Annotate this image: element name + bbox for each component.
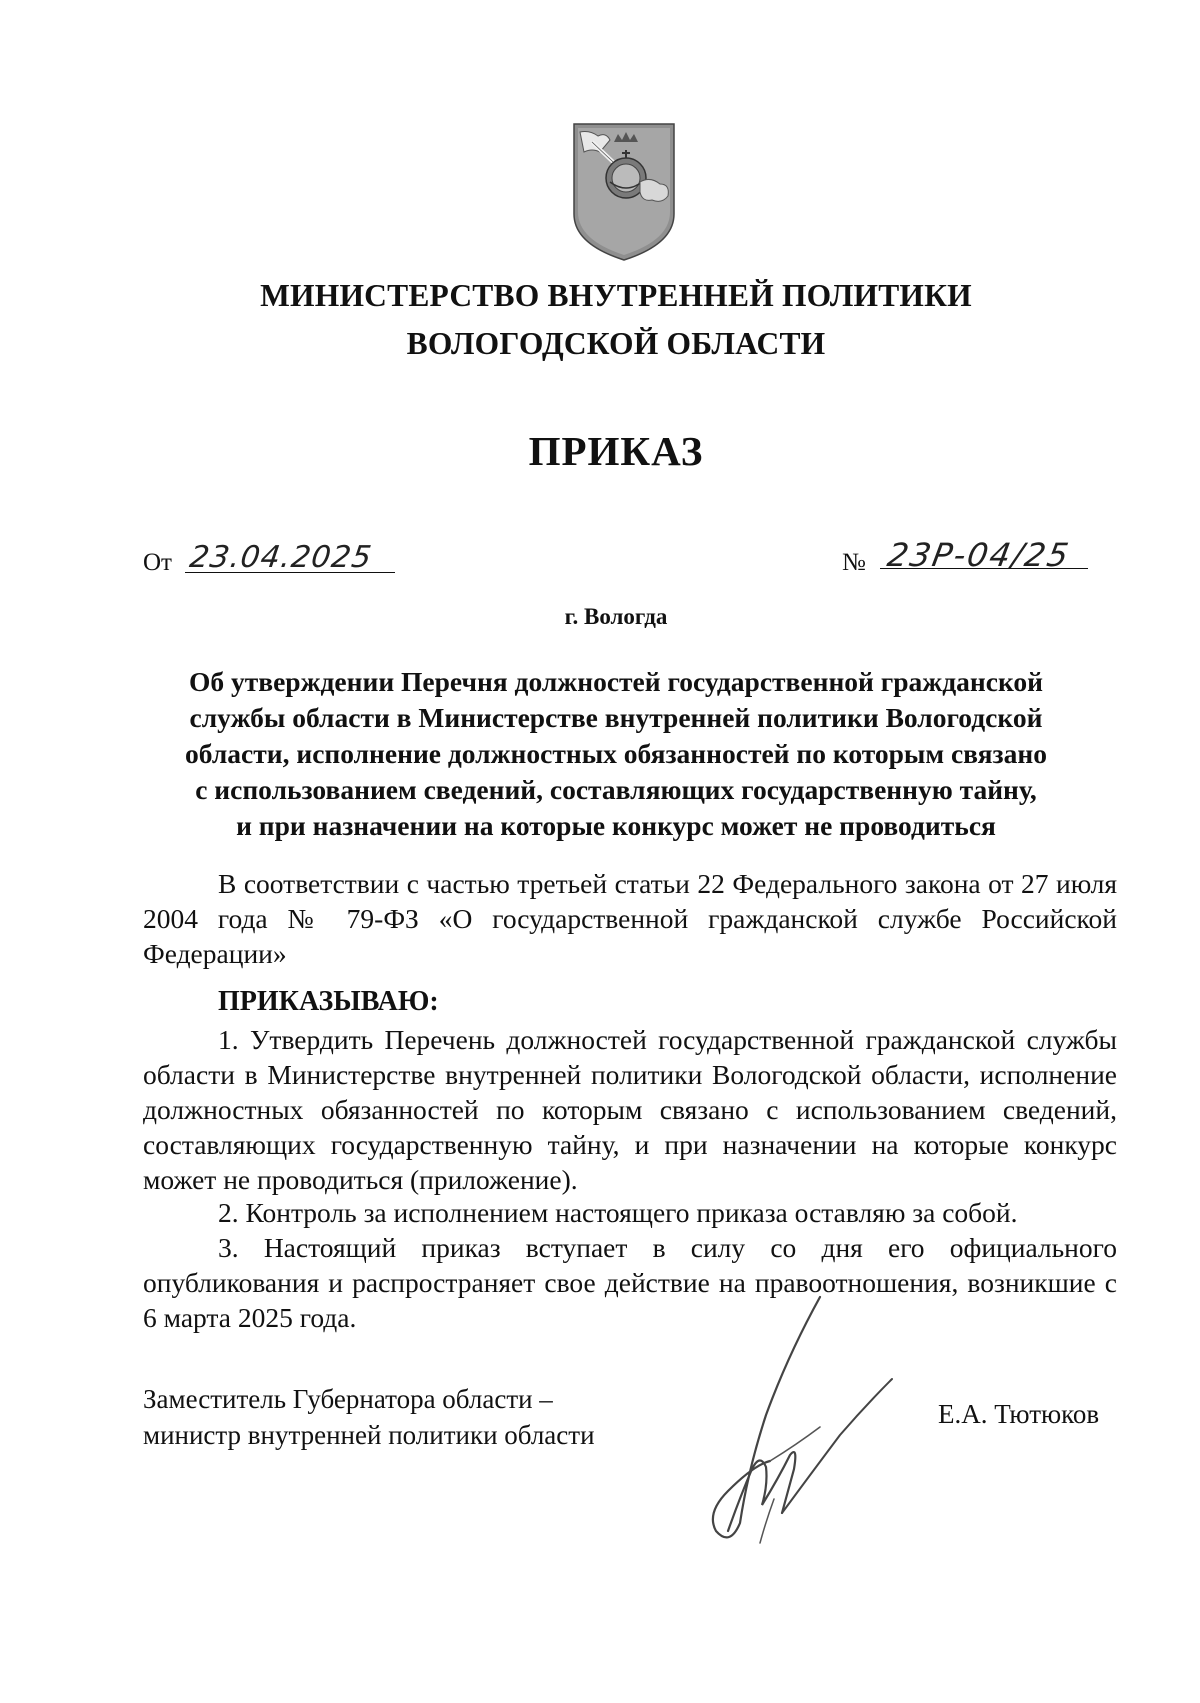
order-item-1: 1. Утвердить Перечень должностей государственной гражданской службы области в Министерстве внутренней политики Вологодской области, исполнение должностных обязанностей по которым связано с использованием сведений, составляющих государственную тайну, и при назначении на которые конкурс может не проводиться (приложение).: [143, 1024, 1117, 1195]
date-value-handwritten: 23.04.2025: [187, 540, 375, 575]
title-line: Об утверждении Перечня должностей государственной гражданской: [188, 666, 1044, 697]
order-item-3: 3. Настоящий приказ вступает в силу со дня его официального опубликования и распространяет свое действие на правоотношения, возникшие с 6 марта 2025 года.: [143, 1232, 1117, 1333]
date-underline: [185, 572, 395, 573]
city-name: г. Вологда: [564, 604, 668, 629]
handwritten-signature: [670, 1285, 900, 1555]
signatory-position: [143, 1381, 595, 1453]
document-type-heading: ПРИКАЗ: [528, 428, 704, 474]
title-line: и при назначении на которые конкурс может не проводиться: [236, 810, 996, 841]
signatory-position-line-1: Заместитель Губернатора области –: [143, 1384, 553, 1414]
title-line: с использованием сведений, составляющих государственную тайну,: [195, 774, 1037, 805]
number-value-handwritten: 23Р-04/25: [884, 536, 1074, 574]
organization-name: [0, 272, 1200, 368]
organization-name-line-2: ВОЛОГОДСКОЙ ОБЛАСТИ: [406, 326, 826, 361]
legal-basis-paragraph: В соответствии с частью третьей статьи 22 Федерального закона от 27 июля 2004 года № 79-ФЗ «О государственной гражданской службе Российской Федерации»: [143, 868, 1117, 969]
order-keyword: ПРИКАЗЫВАЮ:: [218, 986, 439, 1017]
signatory-name: Е.А. Тютюков: [938, 1399, 1100, 1429]
number-label: №: [842, 549, 866, 576]
title-line: службы области в Министерстве внутренней политики Вологодской: [189, 702, 1043, 733]
coat-of-arms-emblem: [570, 122, 678, 262]
number-underline: [880, 568, 1088, 569]
title-line: области, исполнение должностных обязанностей по которым связано: [185, 738, 1047, 769]
date-label: От: [143, 549, 172, 576]
order-item-2: 2. Контроль за исполнением настоящего приказа оставляю за собой.: [218, 1197, 1018, 1228]
document-title: [150, 664, 1082, 844]
signatory-position-line-2: министр внутренней политики области: [143, 1420, 595, 1450]
organization-name-line-1: МИНИСТЕРСТВО ВНУТРЕННЕЙ ПОЛИТИКИ: [260, 278, 972, 313]
